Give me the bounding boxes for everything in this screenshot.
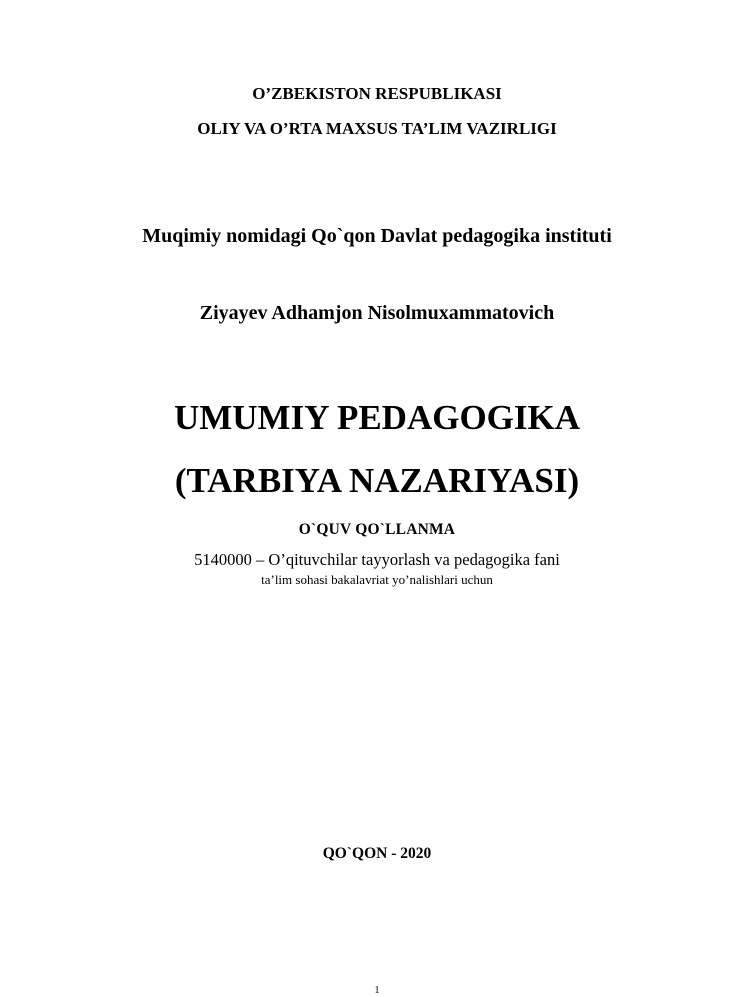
author-name: Ziyayev Adhamjon Nisolmuxammatovich — [199, 302, 555, 324]
book-title-line-1: UMUMIY PEDAGOGIKA — [173, 398, 581, 437]
ministry-name-line: OLIY VA O’RTA MAXSUS TA’LIM VAZIRLIGI — [197, 119, 557, 138]
city-year: QO`QON - 2020 — [322, 845, 432, 862]
book-title-line-2: (TARBIYA NAZARIYASI) — [174, 461, 580, 500]
specialty-line-2: ta’lim sohasi bakalavriat yo’nalishlari uchun — [261, 572, 493, 587]
ministry-country-line: O’ZBEKISTON RESPUBLIKASI — [252, 84, 502, 103]
publication-type: O`QUV QO`LLANMA — [298, 521, 456, 538]
specialty-line-1: 5140000 – O’qituvchilar tayyorlash va pedagogika fani — [194, 550, 560, 569]
page-number: 1 — [374, 985, 380, 996]
institute-name: Muqimiy nomidagi Qo`qon Davlat pedagogika instituti — [142, 225, 612, 247]
